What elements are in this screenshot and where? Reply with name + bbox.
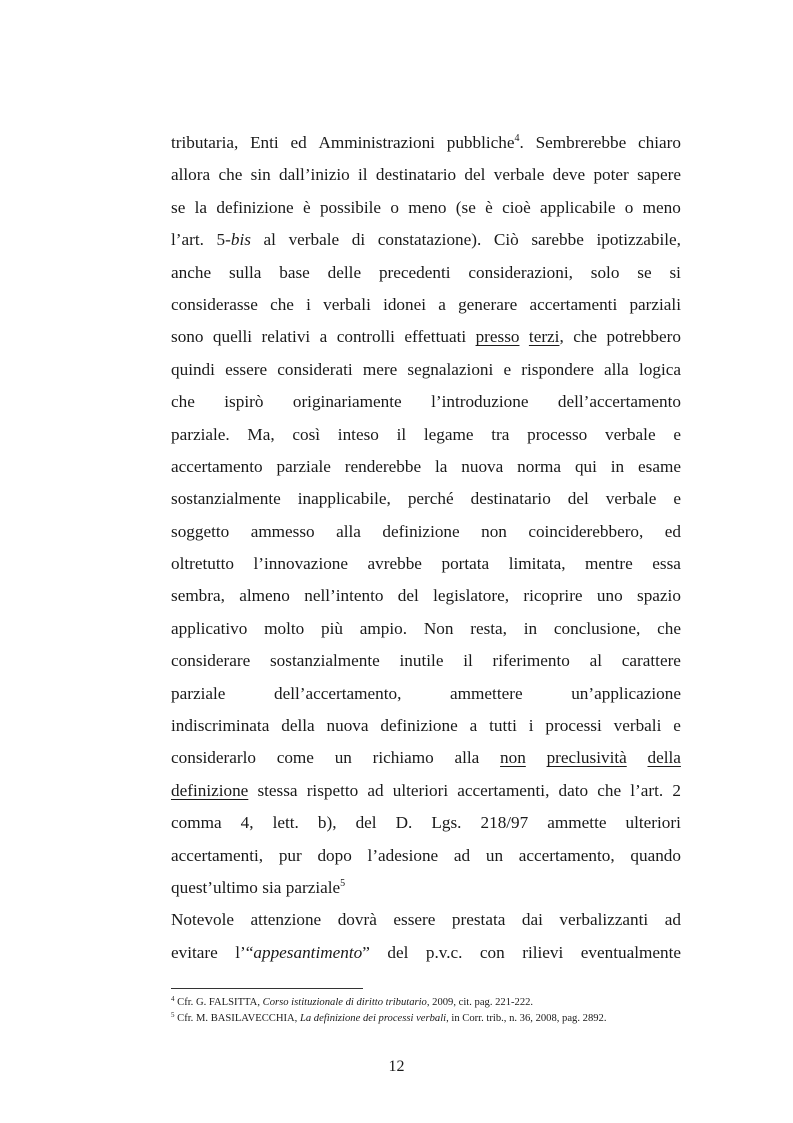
text-line (171, 127, 681, 159)
word: mere (362, 359, 398, 379)
word: 2 (672, 780, 681, 800)
text-line (171, 483, 681, 515)
word: dai (521, 910, 543, 930)
word: effettuati (404, 327, 467, 347)
word: allora (171, 165, 211, 185)
word: quindi (171, 359, 215, 379)
text-line (171, 386, 681, 418)
word: ipotizzabile, (596, 230, 681, 250)
page-number: 12 (388, 1058, 405, 1075)
word: sostanzialmente (171, 489, 281, 509)
word: base (279, 262, 310, 282)
word: attenzione (250, 910, 322, 930)
word: che (657, 618, 681, 638)
footnote (171, 1011, 731, 1027)
word: sarebbe (531, 230, 584, 250)
word: è (485, 197, 493, 217)
word: Sembrerebbe (535, 133, 627, 152)
footnote-number: 5 (171, 1010, 175, 1019)
word: destinatario (470, 489, 551, 509)
word: processo (527, 424, 588, 444)
word: dell’accertamento (557, 392, 681, 412)
word: inutile (399, 651, 444, 671)
word: poter (593, 165, 629, 185)
word: ammesso (250, 521, 315, 541)
word: ammette (547, 813, 607, 833)
word: evitare (171, 942, 218, 962)
word: che (218, 165, 243, 185)
word: ulteriori (392, 780, 449, 800)
word: al (263, 230, 276, 250)
text-line (171, 613, 681, 645)
word: alla (604, 359, 629, 379)
word: in (610, 456, 625, 476)
underlined-text: terzi (528, 327, 560, 347)
word: (se (455, 197, 476, 217)
text-line (171, 937, 681, 969)
word: anche (171, 262, 212, 282)
text-line (171, 580, 681, 612)
word: Enti (250, 133, 279, 152)
word: del (355, 813, 377, 833)
word: l’“appesantimento” (235, 942, 370, 962)
word: verbalizzanti (559, 910, 649, 930)
footnote-citation: , in Corr. trib., n. 36, 2008, pag. 2892. (446, 1012, 607, 1024)
word: cioè (502, 197, 531, 217)
word: destinatario (375, 165, 457, 185)
word: dell’accertamento, (274, 683, 402, 703)
word: originariamente (292, 392, 402, 412)
word: applicabile (540, 197, 616, 217)
word: se (171, 197, 186, 217)
word: ammettere (450, 683, 523, 703)
text-line (171, 807, 681, 839)
word: riferimento (492, 651, 570, 671)
text-line (171, 872, 681, 904)
word: b), (317, 813, 337, 833)
word: del (387, 942, 409, 962)
word: definizione (216, 197, 294, 217)
word: prestata (451, 910, 506, 930)
text-line (171, 451, 681, 483)
word: nell’intento (304, 586, 384, 606)
footnote-author: Cfr. G. FALSITTA, (174, 997, 263, 1008)
text-line (171, 904, 681, 936)
word: delle (327, 262, 362, 282)
word: indiscriminata (171, 716, 270, 736)
word: sono (171, 327, 204, 347)
text-line (171, 742, 681, 774)
word: lett. (272, 813, 299, 833)
word: norma (517, 456, 562, 476)
word (547, 742, 627, 774)
word: parziale$^5$ (285, 877, 346, 897)
italic-text: appesantimento (253, 942, 363, 962)
word: della (281, 716, 315, 736)
word: il (358, 165, 368, 185)
word: segnalazioni (407, 359, 494, 379)
word: alla (454, 748, 480, 768)
word: accertamento (171, 456, 263, 476)
word: sostanzialmente (269, 651, 380, 671)
word: e (673, 424, 681, 444)
text-line (171, 224, 681, 256)
word: di (351, 230, 366, 250)
text-line (171, 289, 681, 321)
word: rispondere (521, 359, 594, 379)
word: a (469, 716, 478, 736)
word: ampio. (359, 618, 408, 638)
word: un (334, 748, 352, 768)
word: Ma, (247, 424, 275, 444)
word: spazio (637, 586, 681, 606)
word: la (194, 197, 208, 217)
word: e (503, 359, 512, 379)
footnote (171, 995, 731, 1011)
word: esame (638, 456, 681, 476)
word: accertamento, (518, 845, 615, 865)
word: soggetto (171, 521, 230, 541)
footnote-number: 4 (171, 995, 175, 1003)
word: 5-bis (216, 230, 251, 250)
word: o (390, 197, 399, 217)
word: definizione (382, 521, 460, 541)
word: precedenti (378, 262, 451, 282)
word: e (673, 716, 681, 736)
footnote-title: Corso istituzionale di diritto tributario (262, 997, 427, 1008)
word: a (438, 294, 446, 314)
word: ulteriori (625, 813, 681, 833)
text-line (171, 419, 681, 451)
word: renderebbe (344, 456, 422, 476)
word: parziale (171, 683, 226, 703)
text-line (171, 257, 681, 289)
word: ad (367, 780, 384, 800)
footnote-citation: , 2009, cit. pag. 221-222. (426, 997, 534, 1008)
word: comma (171, 813, 222, 833)
word: a (319, 327, 328, 347)
word: ispirò (224, 392, 264, 412)
word: ed (290, 133, 307, 152)
word: legame (423, 424, 474, 444)
word: quest’ultimo (171, 877, 258, 897)
word: molto (264, 618, 305, 638)
word: idonei (383, 294, 427, 314)
word: legislatore, (433, 586, 510, 606)
word: verbale (605, 424, 656, 444)
footnote-title: La definizione dei processi verbali (299, 1012, 447, 1024)
word: nuova (461, 456, 504, 476)
word: parziale. (171, 424, 230, 444)
word: tra (491, 424, 510, 444)
word: potrebbero (606, 327, 681, 347)
word: non (481, 521, 507, 541)
footnote-ref: 4 (514, 133, 520, 144)
word: in (523, 618, 538, 638)
word: l’innovazione (253, 554, 349, 574)
word: quelli (212, 327, 253, 347)
word: processi (545, 716, 602, 736)
word: dovrà (337, 910, 377, 930)
word: chiaro (638, 133, 681, 152)
word: Non (423, 618, 454, 638)
word: qui (574, 456, 597, 476)
text-line (171, 159, 681, 191)
word: resta, (470, 618, 507, 638)
text-line (171, 710, 681, 742)
text-line (171, 516, 681, 548)
word: conclusione, (553, 618, 641, 638)
word: parziali (629, 294, 681, 314)
word: eventualmente (580, 942, 681, 962)
word: stessa (257, 780, 298, 800)
word: sembra, (171, 586, 225, 606)
word: ad (453, 845, 471, 865)
word (171, 775, 248, 807)
word: inapplicabile, (297, 489, 391, 509)
word: un (485, 845, 504, 865)
word (476, 321, 520, 353)
word: i (306, 294, 311, 314)
word: uno (596, 586, 623, 606)
word: p.v.c. (425, 942, 463, 962)
word: alla (336, 521, 361, 541)
word: l’adesione (367, 845, 439, 865)
word: essa (652, 554, 681, 574)
underlined-text: della (647, 748, 681, 768)
word: pubbliche$^4$. (446, 133, 524, 152)
footnote-separator (171, 988, 363, 989)
word: del (464, 165, 486, 185)
word: più (321, 618, 344, 638)
word: accertamenti, (171, 845, 264, 865)
footnote-author: Cfr. M. BASILAVECCHIA, (174, 1012, 300, 1024)
word: considerarlo (171, 748, 256, 768)
word: rispetto (306, 780, 359, 800)
word: D. (395, 813, 413, 833)
word: che (573, 327, 598, 347)
text-line (171, 192, 681, 224)
word: verbali (323, 294, 371, 314)
word: il (463, 651, 473, 671)
word: verbale (288, 230, 340, 250)
word: così (292, 424, 321, 444)
word: come (276, 748, 314, 768)
word: logica (638, 359, 681, 379)
word: è (302, 197, 311, 217)
body-paragraph (171, 127, 681, 969)
word: perché (407, 489, 454, 509)
word: che (597, 780, 622, 800)
word: si (669, 262, 681, 282)
word: rilievi (522, 942, 564, 962)
text-line (171, 548, 681, 580)
word: 4, (240, 813, 254, 833)
word: l’art. (171, 230, 204, 250)
word: richiamo (372, 748, 434, 768)
word: sia (262, 877, 282, 897)
underlined-text: presso (475, 327, 520, 347)
word: verbale (493, 165, 545, 185)
word: i (528, 716, 534, 736)
word: sulla (228, 262, 262, 282)
word: che (171, 392, 195, 412)
word: limitata, (508, 554, 566, 574)
word: coinciderebbero, (528, 521, 644, 541)
word: terzi, (528, 327, 564, 347)
word: accertamenti, (457, 780, 550, 800)
word: pur (278, 845, 302, 865)
word: verbali (613, 716, 662, 736)
word: dall’inizio (279, 165, 350, 185)
word: un’applicazione (571, 683, 681, 703)
word: meno (642, 197, 681, 217)
word: carattere (621, 651, 681, 671)
word (500, 742, 526, 774)
text-line (171, 321, 681, 353)
word: possibile (319, 197, 382, 217)
word: ed (664, 521, 681, 541)
italic-text: bis (230, 230, 251, 250)
word: ricoprire (523, 586, 583, 606)
word: generare (458, 294, 518, 314)
word: sin (250, 165, 271, 185)
word: meno (408, 197, 447, 217)
word: Notevole (171, 910, 235, 930)
text-line (171, 678, 681, 710)
footnote-ref: 5 (340, 877, 346, 889)
word: essere (225, 359, 268, 379)
word: considerati (277, 359, 353, 379)
word: controlli (336, 327, 395, 347)
word: solo (590, 262, 620, 282)
word: l’art. (630, 780, 664, 800)
text-line (171, 840, 681, 872)
text-line (171, 645, 681, 677)
word: dato (558, 780, 589, 800)
word: del (567, 489, 589, 509)
word: avrebbe (367, 554, 422, 574)
word: se (637, 262, 652, 282)
word: definizione (380, 716, 458, 736)
word: Ciò (493, 230, 519, 250)
underlined-text: preclusività (546, 748, 627, 768)
word (648, 742, 681, 774)
word: al (589, 651, 603, 671)
word: il (396, 424, 407, 444)
word: tutti (489, 716, 517, 736)
word: considerare (171, 651, 251, 671)
word: che (270, 294, 294, 314)
word: tributaria, (171, 133, 239, 152)
word: quando (630, 845, 681, 865)
word: con (479, 942, 505, 962)
word: essere (393, 910, 436, 930)
word: applicativo (171, 618, 248, 638)
word: deve (552, 165, 586, 185)
word: dopo (317, 845, 352, 865)
word: la (434, 456, 448, 476)
word: o (624, 197, 634, 217)
word: mentre (585, 554, 633, 574)
word: e (673, 489, 681, 509)
word: Amministrazioni (318, 133, 435, 152)
word: sapere (637, 165, 681, 185)
text-line (171, 775, 681, 807)
footnotes (171, 995, 731, 1026)
word: verbale (605, 489, 657, 509)
word: constatazione). (377, 230, 482, 250)
word: del (397, 586, 419, 606)
word: considerazioni, (468, 262, 573, 282)
word: almeno (239, 586, 290, 606)
word: accertamenti (529, 294, 618, 314)
word: l’introduzione (431, 392, 529, 412)
word: inteso (337, 424, 379, 444)
underlined-text: definizione (171, 780, 249, 800)
word: oltretutto (171, 554, 235, 574)
word: nuova (326, 716, 369, 736)
underlined-text: non (500, 748, 526, 768)
word: ad (664, 910, 681, 930)
word: 218/97 (480, 813, 529, 833)
word: considerasse (171, 294, 258, 314)
word: portata (441, 554, 490, 574)
word: Lgs. (431, 813, 462, 833)
text-line (171, 354, 681, 386)
word: relativi (261, 327, 311, 347)
word: parziale (276, 456, 331, 476)
